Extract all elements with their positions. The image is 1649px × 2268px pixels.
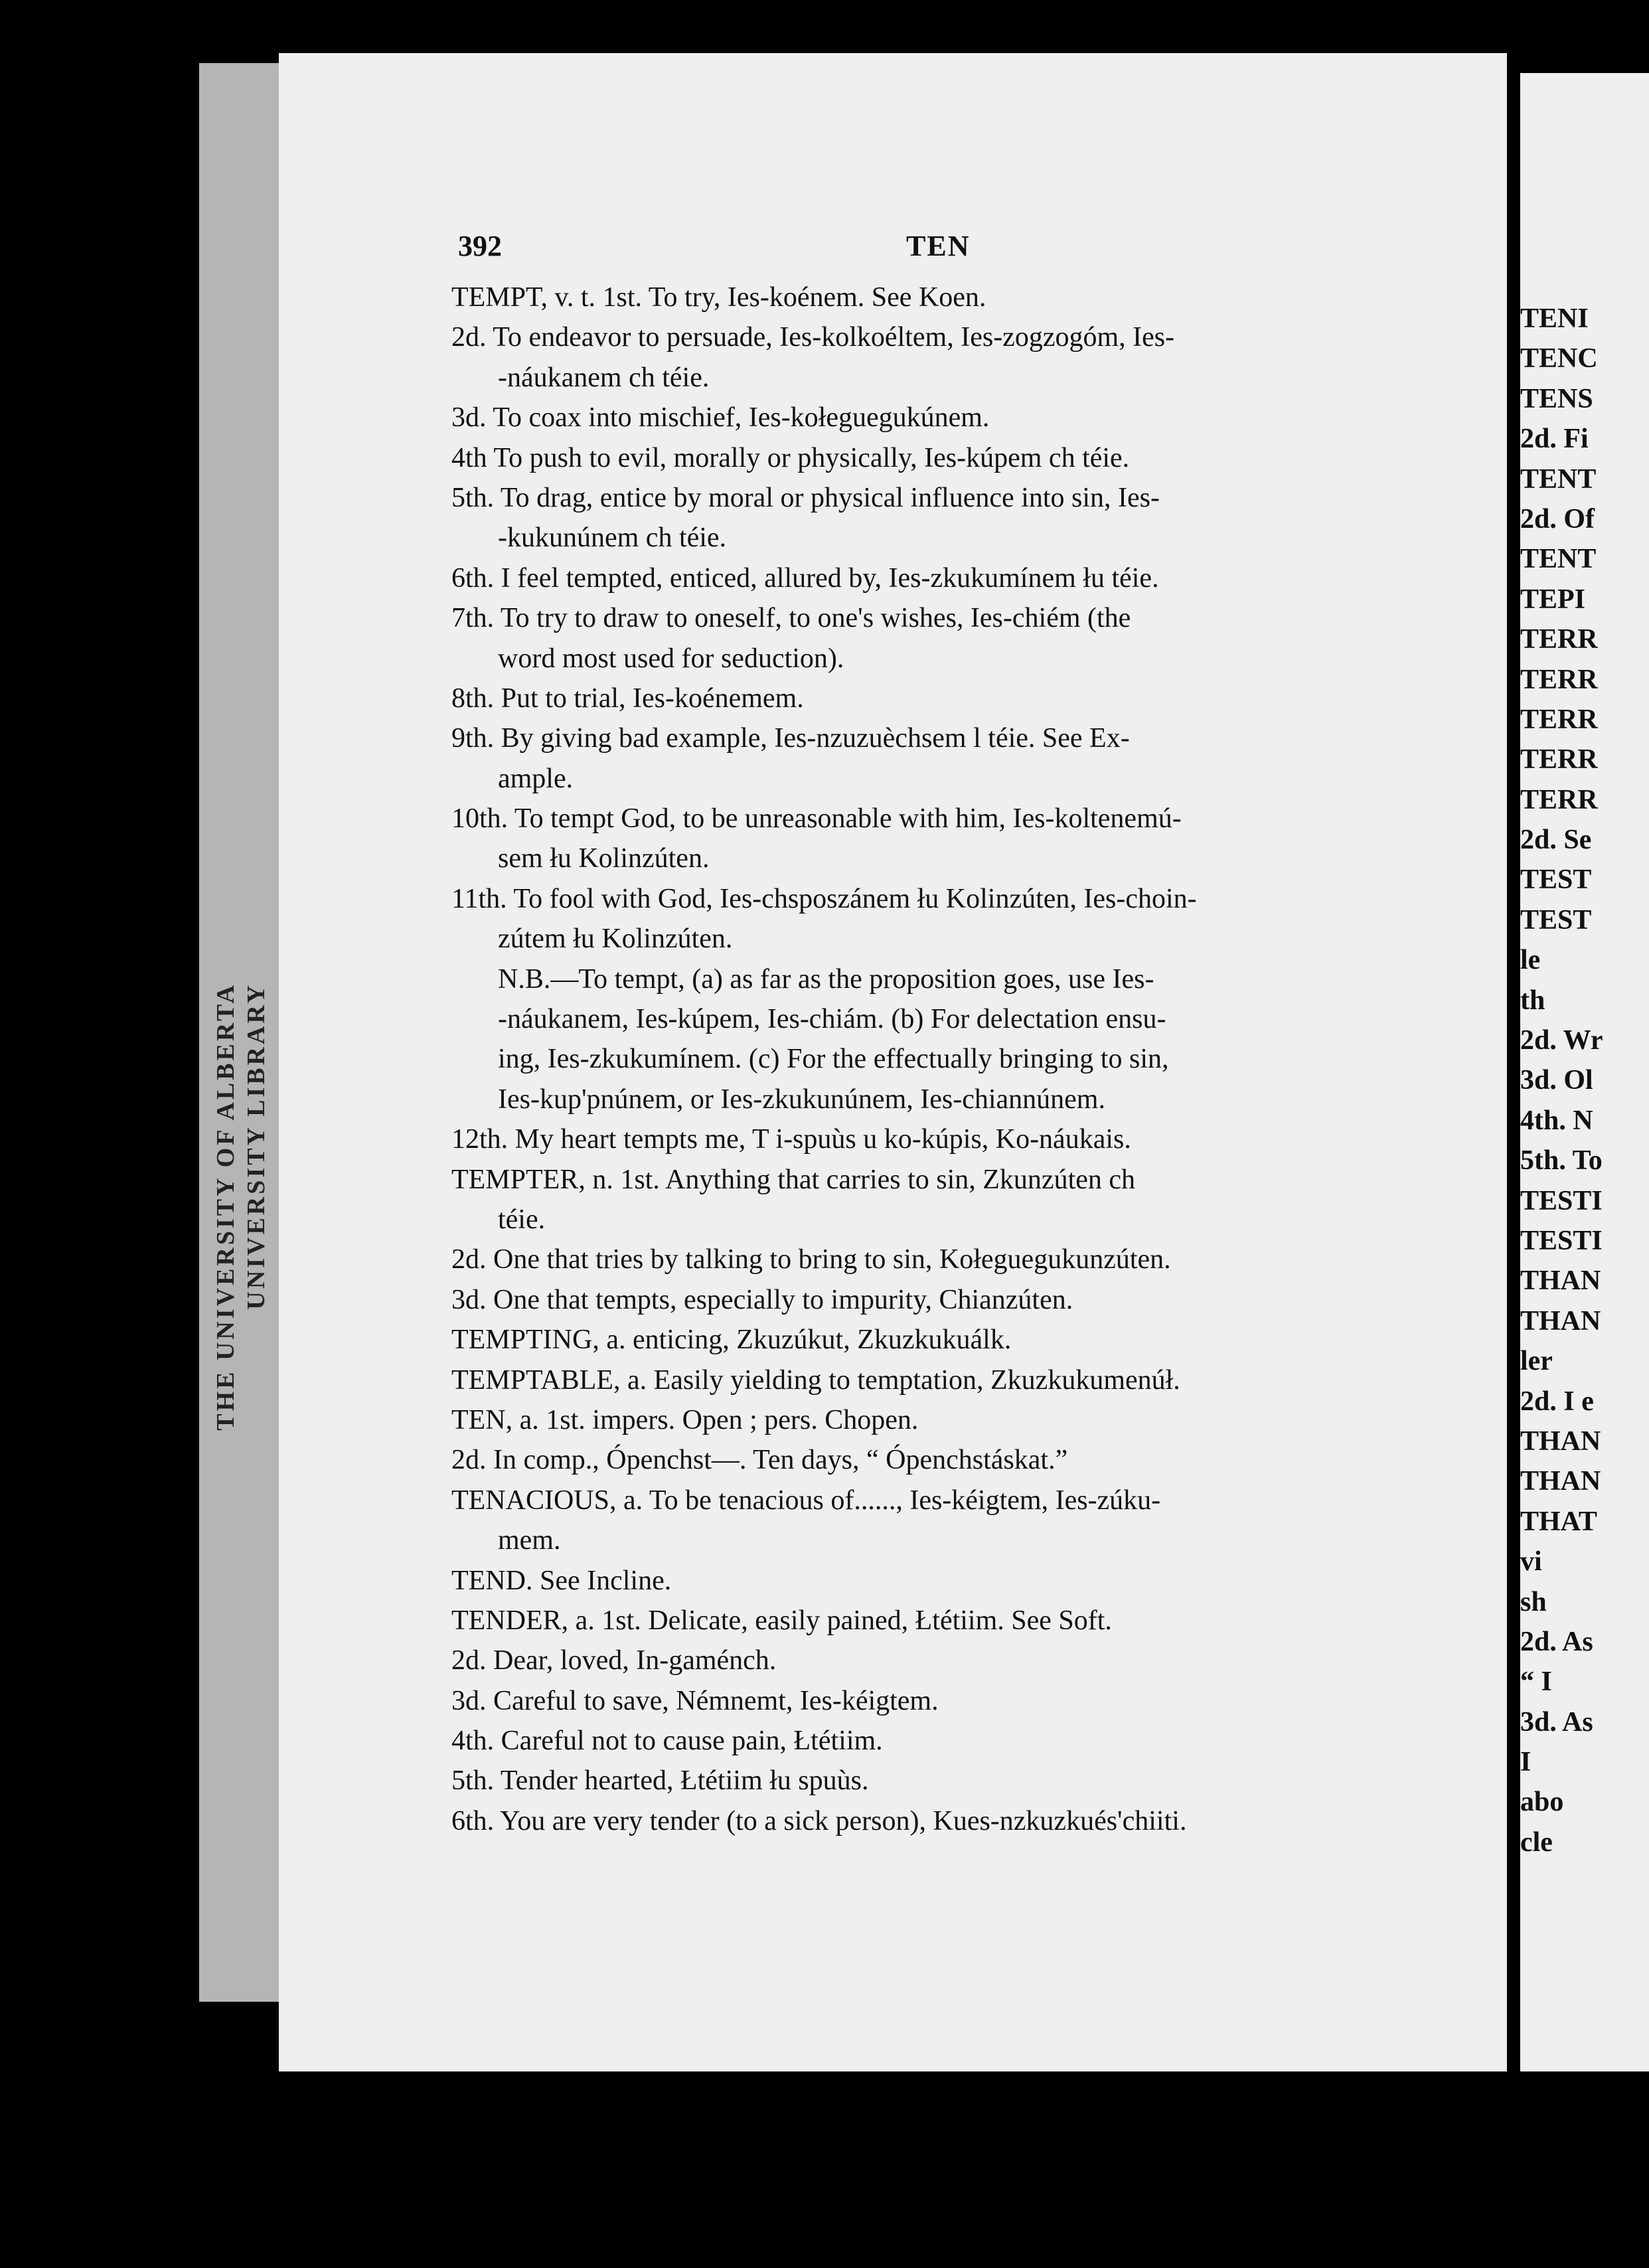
next-page-line: TERR [1520,624,1598,655]
entry-line: 5th. To drag, entice by moral or physical influence into sin, Ies- [451,482,1160,513]
next-page-line: 3d. Ol [1520,1065,1593,1096]
next-page-line: 2d. Fi [1520,424,1589,455]
next-page-line: TENT [1520,463,1597,495]
entry-line: word most used for seduction). [498,643,844,674]
next-page-line: TEPI [1520,584,1586,615]
entry-line: 2d. Dear, loved, In-gaménch. [451,1645,777,1676]
running-head: TEN [906,230,971,262]
entry-line: 6th. I feel tempted, enticed, allured by, Ies-zkukumínem łu téie. [451,562,1159,594]
entry-line: 2d. In comp., Ópenchst—. Ten days, “ Ópenchstáskat.” [451,1445,1068,1476]
dictionary-entries [451,278,1441,1841]
entry-line: 3d. Careful to save, Némnemt, Ies-kéigtem. [451,1685,939,1716]
entry-line: mem. [498,1525,561,1556]
entry-line: Ies-kup'pnúnem, or Ies-zkukunúnem, Ies-chiannúnem. [498,1084,1105,1115]
next-page-line: THAN [1520,1425,1601,1457]
next-page-line: vi [1520,1546,1542,1578]
next-page-line: “ I [1520,1666,1552,1698]
entry-line: téie. [498,1204,546,1235]
entry-line: 11th. To fool with God, Ies-chsposzánem łu Kolinzúten, Ies-choin- [451,883,1197,914]
next-page-edge [1520,73,1649,2071]
entry-line: -náukanem ch téie. [498,362,710,393]
next-page-line: 2d. As [1520,1626,1593,1657]
entry-line: 7th. To try to draw to oneself, to one's wishes, Ies-chiém (the [451,603,1131,634]
next-page-line: sh [1520,1586,1547,1617]
entry-line: TEMPT, v. t. 1st. To try, Ies-koénem. See Koen. [451,282,986,313]
entry-line: N.B.—To tempt, (a) as far as the proposition goes, use Ies- [498,963,1154,995]
entry-line: -kukunúnem ch téie. [498,523,727,554]
next-page-line: TERR [1520,704,1598,735]
next-page-line: 2d. I e [1520,1386,1594,1417]
next-page-line: le [1520,945,1541,976]
entry-line: ample. [498,763,574,794]
next-page-line: I [1520,1747,1531,1778]
next-page-line: 2d. Wr [1520,1025,1603,1056]
next-page-line: TENC [1520,343,1598,374]
entry-line: TEMPTABLE, a. Easily yielding to temptation, Zkuzkukumenúł. [451,1364,1180,1396]
next-page-line: 2d. Se [1520,825,1592,856]
page-header [458,229,1441,269]
library-stamp [211,983,270,1620]
next-page-line: abo [1520,1787,1564,1818]
next-page-line: TESTI [1520,1185,1603,1216]
entry-line: TEND. See Incline. [451,1565,672,1596]
entry-line: 6th. You are very tender (to a sick person), Kues-nzkuzkués'chiiti. [451,1805,1187,1836]
next-page-line: 5th. To [1520,1145,1603,1176]
next-page-line: 4th. N [1520,1105,1593,1136]
next-page-line: TENS [1520,383,1593,414]
entry-line: TEMPTING, a. enticing, Zkuzúkut, Zkuzkukuálk. [451,1325,1012,1356]
entry-line: 8th. Put to trial, Ies-koénemem. [451,683,804,714]
next-page-line: ler [1520,1346,1553,1377]
library-stamp-line-2: UNIVERSITY LIBRARY [242,983,270,1310]
entry-line: sem łu Kolinzúten. [498,843,710,874]
entry-line: 2d. To endeavor to persuade, Ies-kolkoéltem, Ies-zogzogóm, Ies- [451,322,1175,353]
next-page-line: TENI [1520,303,1589,334]
page-number: 392 [458,230,502,262]
next-page-line: th [1520,985,1545,1016]
next-page-lines [1520,299,1603,1862]
entry-line: 3d. One that tempts, especially to impurity, Chianzúten. [451,1284,1073,1315]
next-page-line: TENT [1520,544,1597,575]
next-page-line: TERR [1520,784,1598,815]
next-page-line: THAN [1520,1305,1601,1336]
entry-line: TENDER, a. 1st. Delicate, easily pained, Łtétiim. See Soft. [451,1605,1112,1636]
next-page-line: TESTI [1520,1225,1603,1256]
next-page-line: THAT [1520,1506,1597,1537]
entry-line: -náukanem, Ies-kúpem, Ies-chiám. (b) For delectation ensu- [498,1004,1166,1035]
entry-line: 2d. One that tries by talking to bring to sin, Kołeguegukunzúten. [451,1244,1171,1275]
entry-line: TEMPTER, n. 1st. Anything that carries to sin, Zkunzúten ch [451,1164,1136,1195]
next-page-line: TERR [1520,664,1598,695]
next-page-line: cle [1520,1826,1553,1858]
entry-line: 4th. Careful not to cause pain, Łtétiim. [451,1726,883,1757]
entry-line: zútem łu Kolinzúten. [498,924,733,955]
entry-line: TENACIOUS, a. To be tenacious of......, Ies-kéigtem, Ies-zúku- [451,1485,1161,1516]
next-page-line: TERR [1520,744,1598,775]
entry-line: 12th. My heart tempts me, T i-spuùs u ko-kúpis, Ko-náukais. [451,1124,1131,1155]
entry-line: 9th. By giving bad example, Ies-nzuzuèchsem l téie. See Ex- [451,723,1130,754]
next-page-line: TEST [1520,904,1592,935]
next-page-line: THAN [1520,1466,1601,1497]
entry-line: 10th. To tempt God, to be unreasonable with him, Ies-koltenemú- [451,803,1182,835]
entry-line: 4th To push to evil, morally or physically, Ies-kúpem ch téie. [451,442,1130,473]
entry-line: ing, Ies-zkukumínem. (c) For the effectually bringing to sin, [498,1044,1169,1075]
next-page-line: TEST [1520,864,1592,896]
next-page-line: THAN [1520,1265,1601,1297]
library-stamp-line-1: THE UNIVERSITY OF ALBERTA [212,983,240,1431]
next-page-line: 3d. As [1520,1706,1593,1738]
entry-line: 3d. To coax into mischief, Ies-kołeguegukúnem. [451,402,990,434]
next-page-line: 2d. Of [1520,503,1595,534]
entry-line: TEN, a. 1st. impers. Open ; pers. Chopen. [451,1404,919,1435]
entry-line: 5th. Tender hearted, Łtétiim łu spuùs. [451,1765,869,1797]
